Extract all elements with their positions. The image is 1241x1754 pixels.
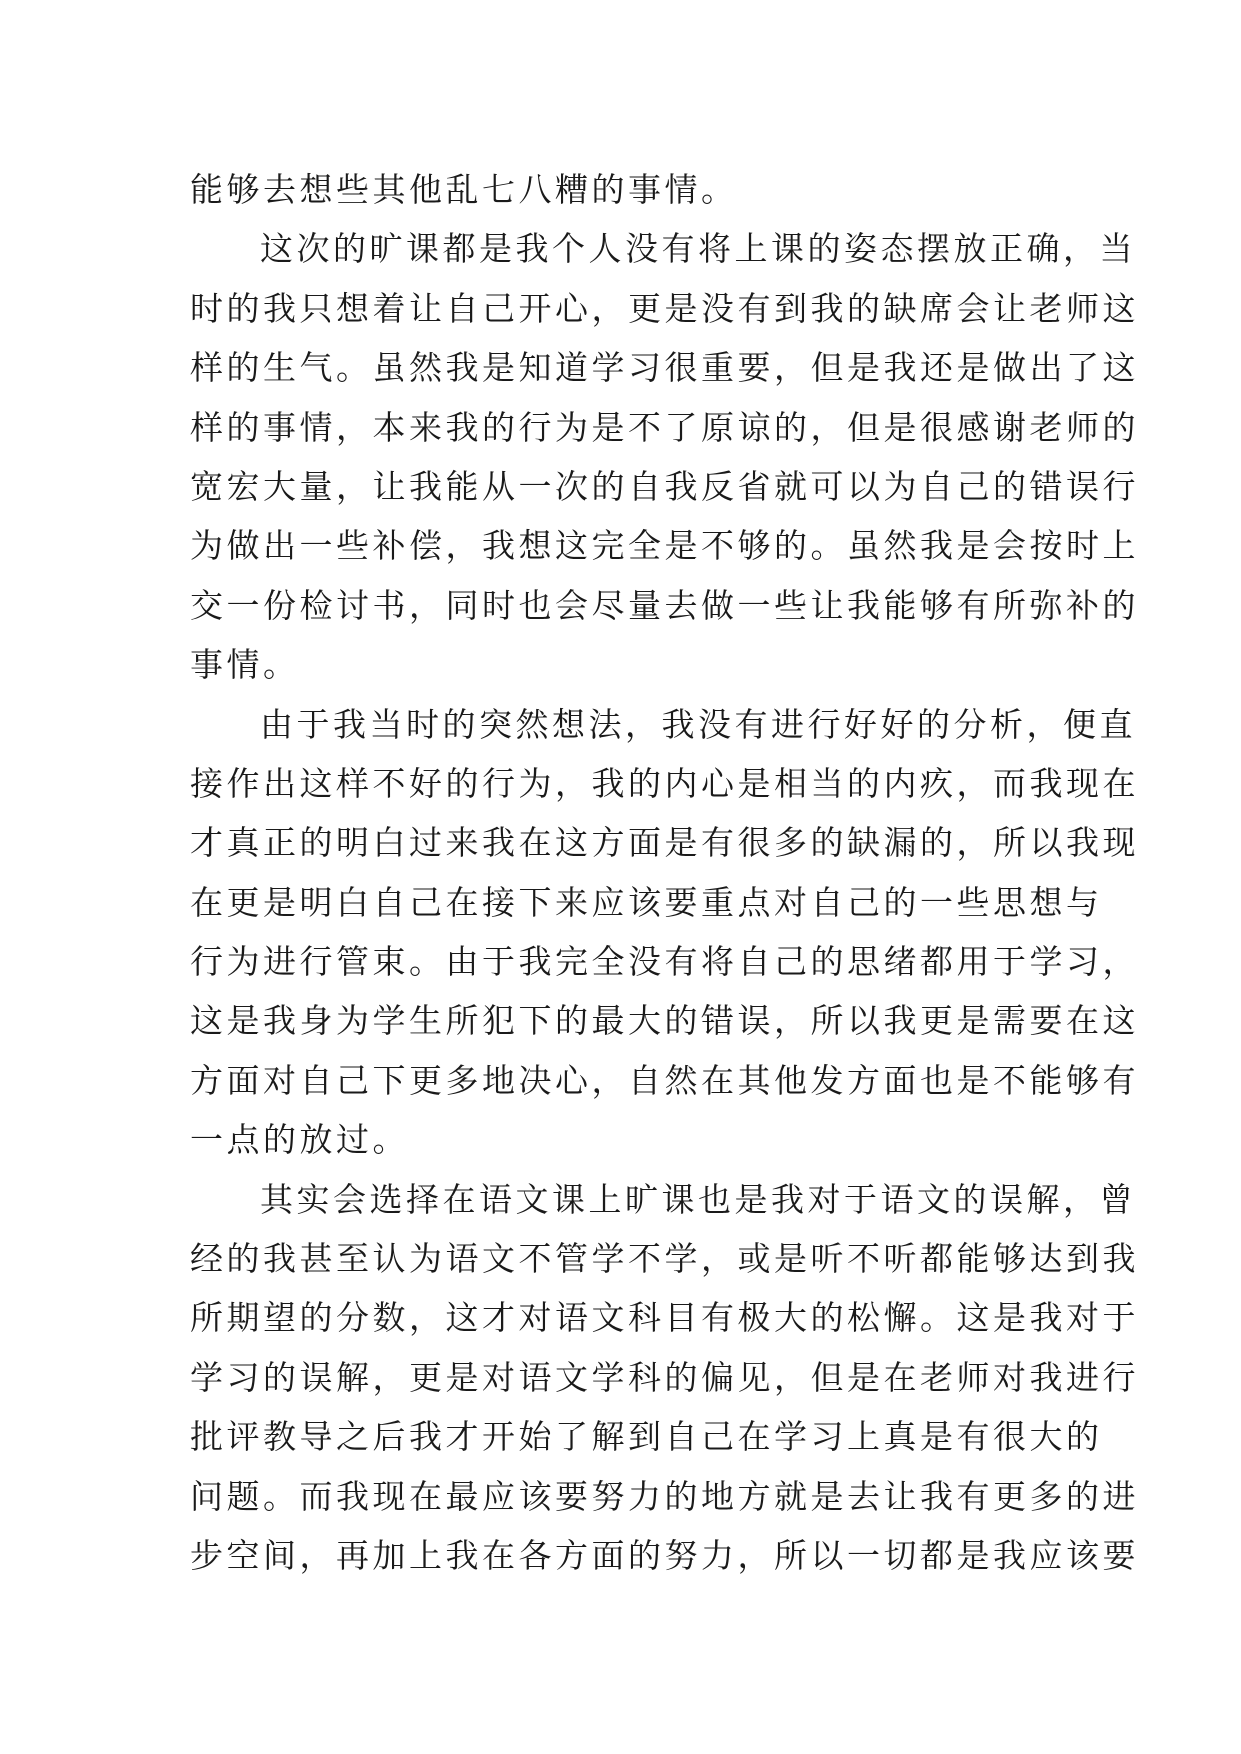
paragraph-start-line: 其实会选择在语文课上旷课也是我对于语文的误解，曾 — [260, 1179, 1136, 1219]
text-line: 学习的误解，更是对语文学科的偏见，但是在老师对我进行 — [190, 1357, 1139, 1397]
text-line: 这是我身为学生所犯下的最大的错误，所以我更是需要在这 — [190, 1001, 1139, 1041]
text-line: 能够去想些其他乱七八糟的事情。 — [190, 170, 738, 209]
text-line: 宽宏大量，让我能从一次的自我反省就可以为自己的错误行 — [190, 466, 1139, 506]
text-line: 样的事情，本来我的行为是不了原谅的，但是很感谢老师的 — [190, 407, 1139, 447]
body-text — [190, 160, 1139, 1585]
paragraph-start-line: 这次的旷课都是我个人没有将上课的姿态摆放正确，当 — [260, 229, 1136, 269]
text-line: 接作出这样不好的行为，我的内心是相当的内疚，而我现在 — [190, 763, 1139, 803]
text-line: 问题。而我现在最应该要努力的地方就是去让我有更多的进 — [190, 1476, 1139, 1516]
text-line: 时的我只想着让自己开心，更是没有到我的缺席会让老师这 — [190, 288, 1139, 328]
text-line: 才真正的明白过来我在这方面是有很多的缺漏的，所以我现 — [190, 823, 1139, 863]
text-line: 经的我甚至认为语文不管学不学，或是听不听都能够达到我 — [190, 1239, 1139, 1279]
text-line: 所期望的分数，这才对语文科目有极大的松懈。这是我对于 — [190, 1298, 1139, 1338]
text-line: 批评教导之后我才开始了解到自己在学习上真是有很大的 — [190, 1417, 1103, 1457]
text-line: 样的生气。虽然我是知道学习很重要，但是我还是做出了这 — [190, 348, 1139, 388]
text-line: 交一份检讨书，同时也会尽量去做一些让我能够有所弥补的 — [190, 585, 1139, 625]
text-line: 方面对自己下更多地决心，自然在其他发方面也是不能够有 — [190, 1060, 1139, 1100]
text-line: 一点的放过。 — [190, 1120, 409, 1160]
text-line: 为做出一些补偿，我想这完全是不够的。虽然我是会按时上 — [190, 526, 1139, 566]
text-line: 事情。 — [190, 645, 300, 685]
text-line: 行为进行管束。由于我完全没有将自己的思绪都用于学习， — [190, 942, 1139, 982]
paragraph-start-line: 由于我当时的突然想法，我没有进行好好的分析，便直 — [260, 704, 1136, 744]
text-line: 步空间，再加上我在各方面的努力，所以一切都是我应该要 — [190, 1535, 1139, 1575]
text-line: 在更是明白自己在接下来应该要重点对自己的一些思想与 — [190, 882, 1103, 922]
